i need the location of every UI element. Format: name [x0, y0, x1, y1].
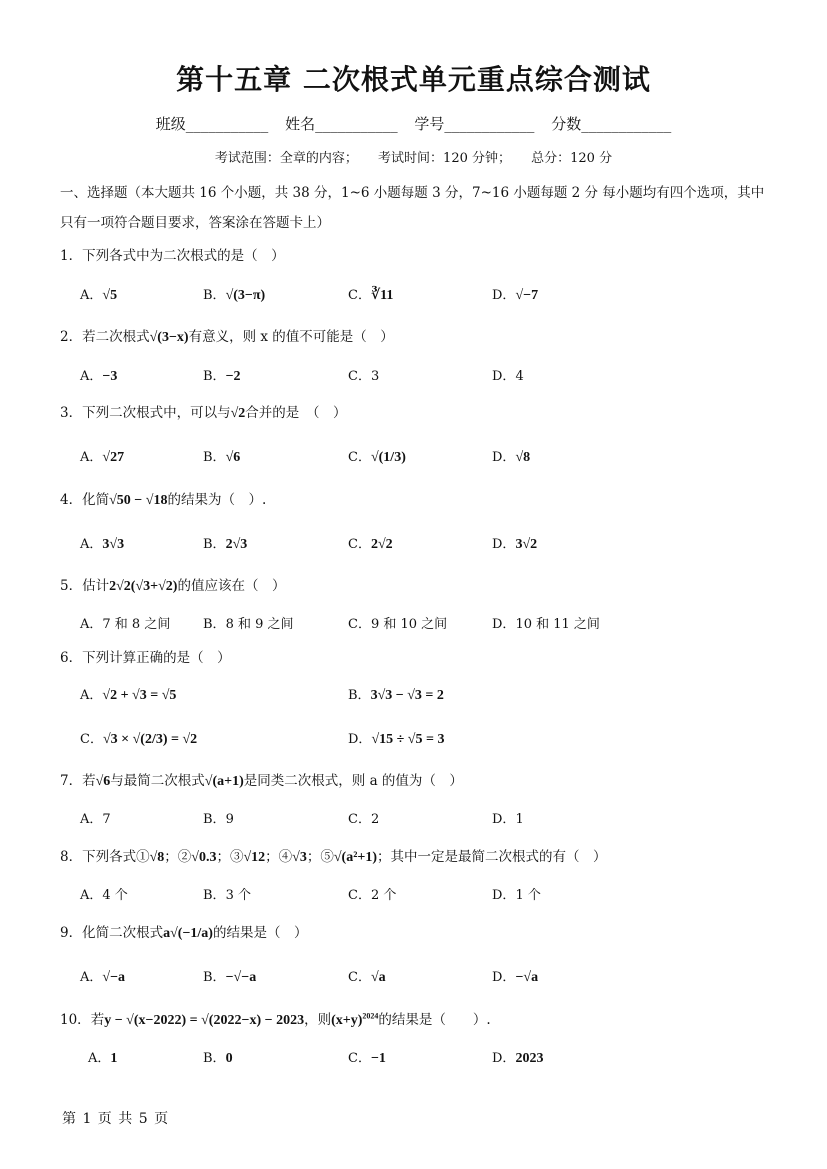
option-a[interactable]: A．3√3: [80, 537, 125, 552]
option-c[interactable]: C．3: [348, 369, 380, 384]
question-1: [60, 244, 285, 264]
option-a[interactable]: A．√5: [80, 288, 118, 303]
option-b[interactable]: B．√6: [203, 450, 241, 465]
name-field[interactable]: 姓名___________: [285, 115, 398, 133]
option-d[interactable]: D．−√a: [492, 970, 539, 985]
option-d[interactable]: D．2023: [492, 1051, 544, 1066]
option-b[interactable]: B．√(3−π): [203, 288, 266, 303]
option-c[interactable]: C．2√2: [348, 537, 393, 552]
option-b[interactable]: B．−2: [203, 369, 241, 384]
option-c[interactable]: C．−1: [348, 1051, 386, 1066]
question-4: 4．化简√50 − √18的结果为（ ）.: [60, 492, 267, 508]
question-6: 6．下列计算正确的是（ ）: [60, 650, 231, 666]
option-b[interactable]: B．8 和 9 之间: [203, 617, 294, 632]
option-a[interactable]: A．4 个: [80, 888, 128, 903]
exam-scope-line: [0, 147, 827, 166]
question-7: 7．若√6与最简二次根式√(a+1)是同类二次根式，则 a 的值为（ ）: [60, 773, 463, 789]
section-heading: 一、选择题（本大题共 16 个小题，共 38 分，1~6 小题每题 3 分，7~16 小题每题 2 分 每小题均有四个选项，其中只有一项符合题目要求，答案涂在答题卡上）: [60, 185, 765, 231]
score-field[interactable]: 分数____________: [551, 115, 672, 133]
question-10: 10．若y − √(x−2022) = √(2022−x) − 2023，则$(x+y)^{2024}$的结果是（ ）.: [60, 1011, 491, 1028]
option-d[interactable]: D．4: [492, 369, 524, 384]
option-b[interactable]: B．−√−a: [203, 970, 257, 985]
question-9: 9．化简二次根式a√(−1/a)的结果是（ ）: [60, 925, 308, 941]
option-b[interactable]: B．3 个: [203, 888, 251, 903]
math-expr: √(3−x): [149, 330, 189, 345]
question-5: 5．估计2√2(√3+√2)的值应该在（ ）: [60, 578, 286, 594]
option-d[interactable]: D．√8: [492, 450, 531, 465]
option-a[interactable]: A．√−a: [80, 970, 126, 985]
question-stem: 下列各式中为二次根式的是（ ）: [82, 248, 285, 264]
option-b[interactable]: B．9: [203, 812, 234, 827]
option-a[interactable]: A．√2 + √3 = √5: [80, 688, 177, 703]
exam-range: 考试范围：全章的内容；: [214, 151, 358, 166]
page-number: 第 1 页 共 5 页: [62, 1111, 170, 1127]
question-3: 3．下列二次根式中，可以与√2合并的是 （ ）: [60, 405, 347, 421]
option-c[interactable]: C．2: [348, 812, 380, 827]
option-d[interactable]: D．1 个: [492, 888, 541, 903]
option-c[interactable]: C．9 和 10 之间: [348, 617, 448, 632]
option-c[interactable]: C．√(1/3): [348, 450, 406, 465]
option-b[interactable]: B．2√3: [203, 537, 248, 552]
option-b[interactable]: B．0: [203, 1051, 233, 1066]
option-d[interactable]: D．10 和 11 之间: [492, 617, 600, 632]
option-b[interactable]: B．3√3 − √3 = 2: [348, 688, 444, 703]
class-field[interactable]: 班级___________: [155, 115, 269, 133]
exam-total: 总分：120 分: [531, 151, 613, 166]
question-2: 2．若二次根式√(3−x)有意义，则 x 的值不可能是（ ）: [60, 329, 394, 345]
option-a[interactable]: A．√27: [80, 450, 125, 465]
option-a[interactable]: A．7 和 8 之间: [80, 617, 171, 632]
option-c[interactable]: C．√a: [348, 970, 386, 985]
question-8: 8．下列各式①√8；②√0.3；③√12；④√3；⑤√(a²+1)；其中一定是最简二次根式的有（ ）: [60, 849, 607, 865]
option-d[interactable]: D．√15 ÷ √5 = 3: [348, 732, 445, 747]
option-d[interactable]: D．3√2: [492, 537, 538, 552]
option-d[interactable]: D．1: [492, 812, 524, 827]
question-number: 1．: [60, 248, 83, 264]
option-d[interactable]: D．√−7: [492, 288, 539, 303]
option-a[interactable]: A．1: [88, 1051, 118, 1066]
option-c[interactable]: C．∛11: [348, 288, 394, 303]
option-a[interactable]: A．−3: [80, 369, 118, 384]
student-info-line: [0, 113, 827, 134]
exam-time: 考试时间：120 分钟；: [378, 151, 511, 166]
option-a[interactable]: A．7: [80, 812, 111, 827]
student-id-field[interactable]: 学号____________: [414, 115, 535, 133]
option-c[interactable]: C．2 个: [348, 888, 397, 903]
option-c[interactable]: C．√3 × √(2/3) = √2: [80, 732, 198, 747]
page-title: 第十五章 二次根式单元重点综合测试: [176, 63, 651, 96]
